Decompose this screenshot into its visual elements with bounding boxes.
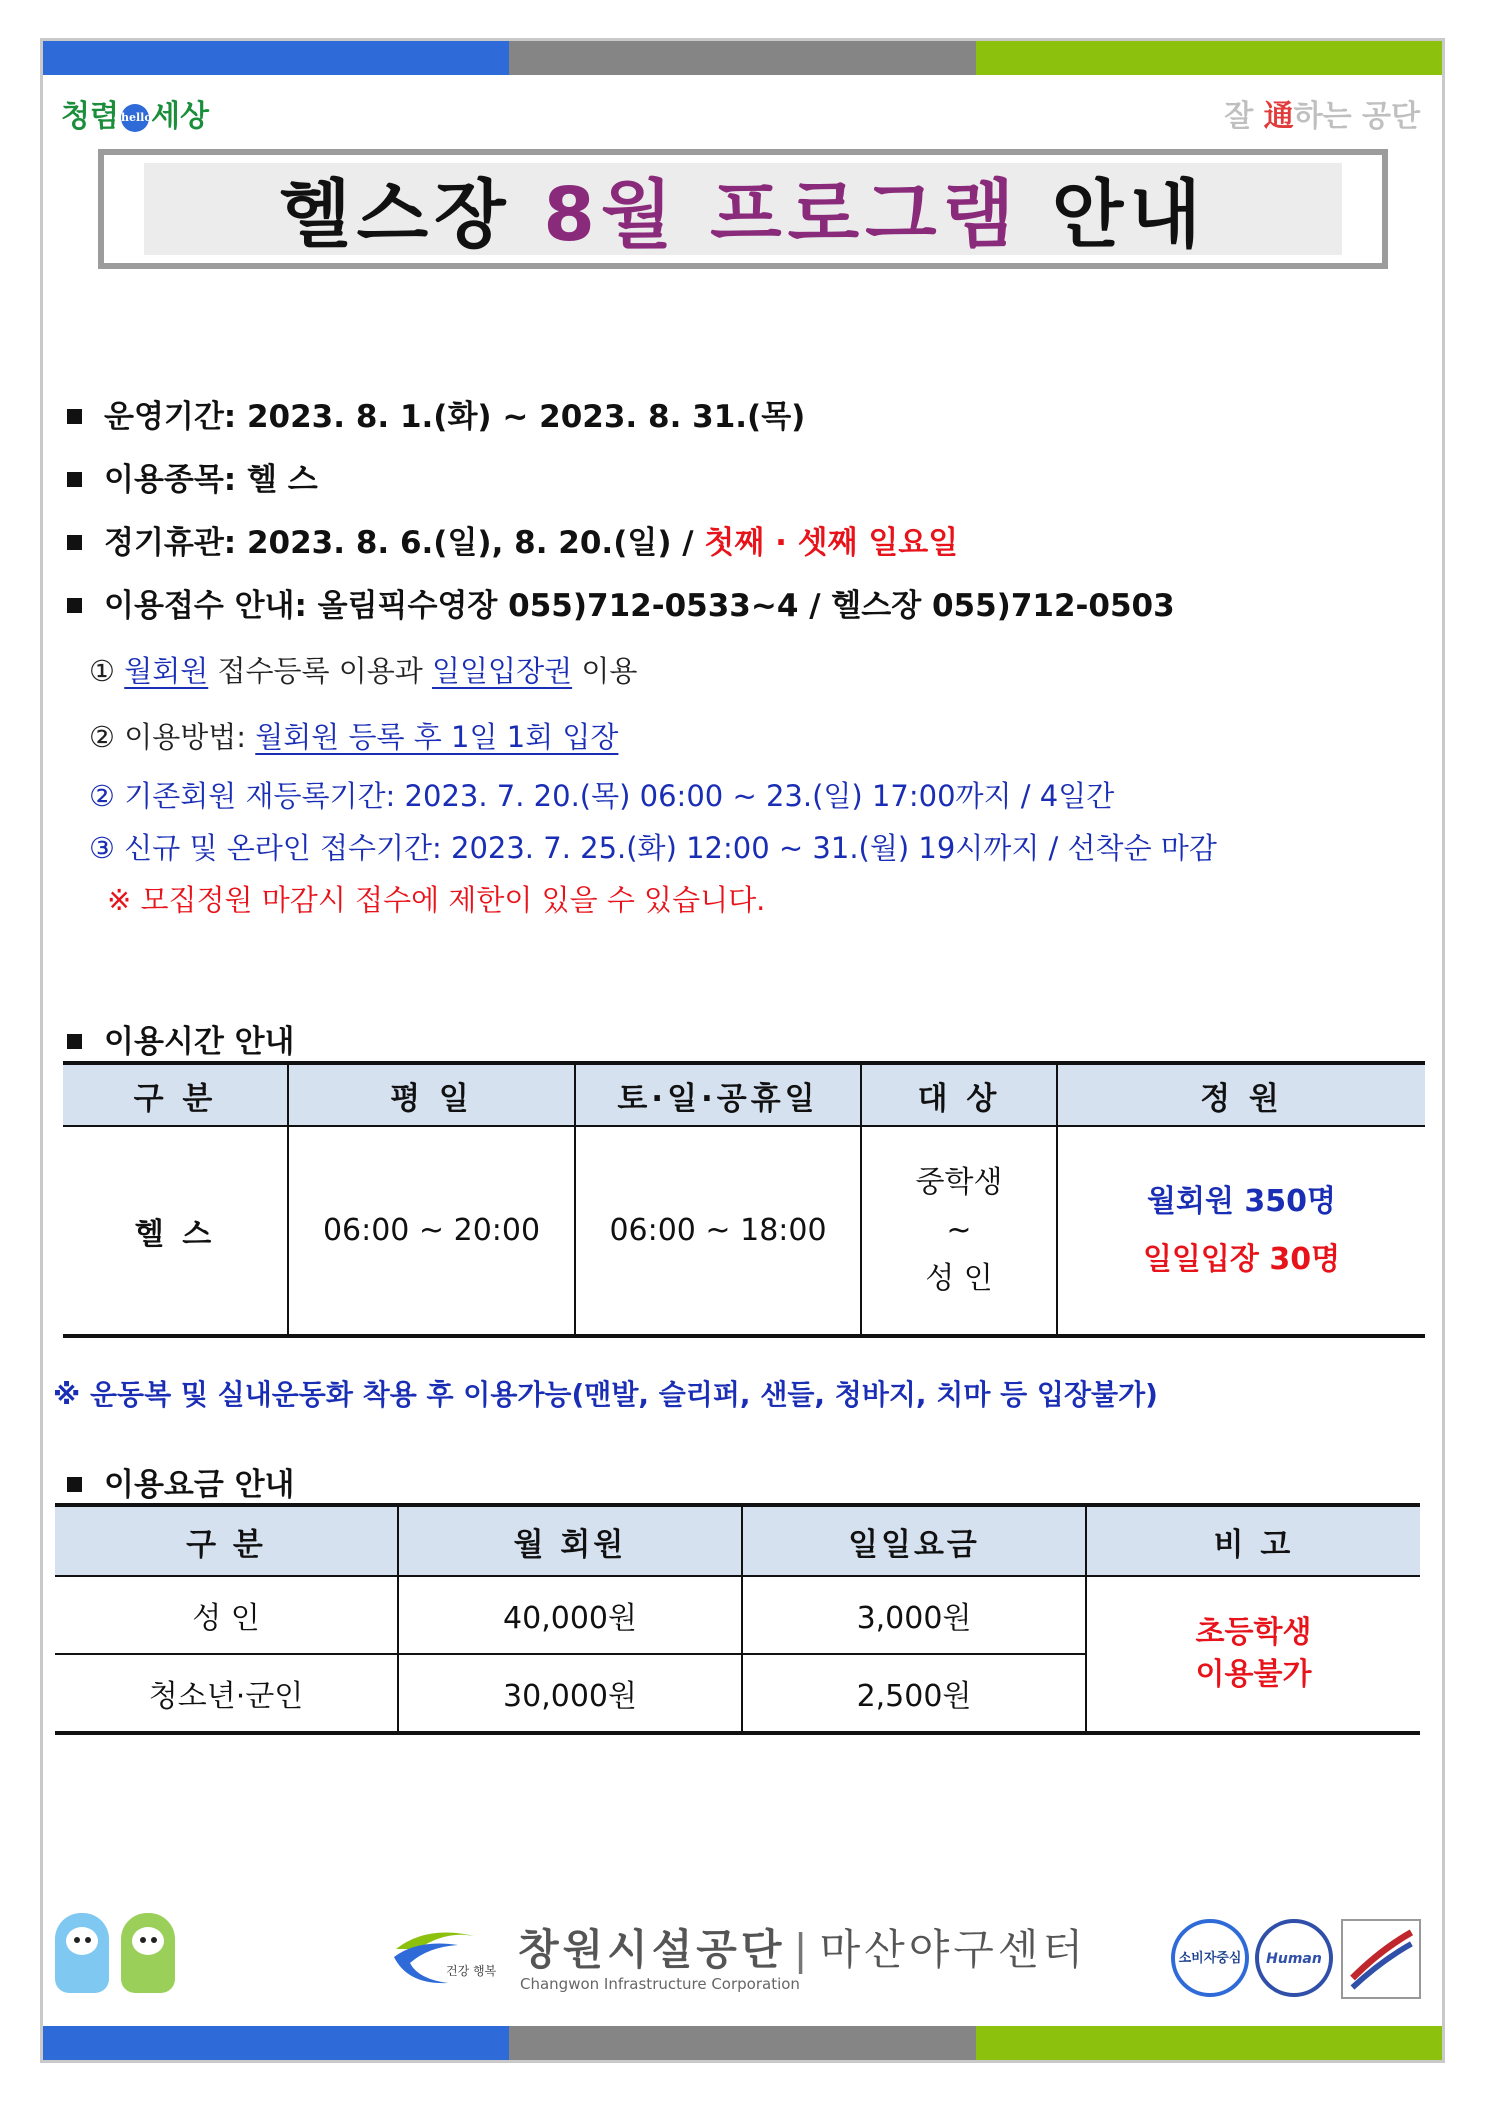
consumer-badge-icon: 소비자중심 bbox=[1171, 1919, 1249, 1997]
info-closed: 정기휴관: 2023. 8. 6.(일), 8. 20.(일) / 첫째 · 셋째 일요일 bbox=[61, 512, 1441, 575]
slogan-logo: 청렴 hello세상 bbox=[61, 99, 209, 134]
fee-daily: 3,000원 bbox=[742, 1576, 1086, 1654]
table-header: 일일요금 bbox=[742, 1505, 1086, 1576]
fee-label: 청소년·군인 bbox=[55, 1654, 398, 1733]
table-header: 대 상 bbox=[861, 1063, 1057, 1126]
bottom-color-band bbox=[43, 2026, 1442, 2060]
organization-english-name: Changwon Infrastructure Corporation bbox=[520, 1975, 800, 1993]
table-header: 구 분 bbox=[63, 1063, 288, 1126]
motto-logo: 잘 通하는 공단 bbox=[1224, 99, 1420, 134]
square-bullet-icon bbox=[67, 1477, 82, 1492]
footer bbox=[43, 1913, 1442, 2013]
info-contact: 이용접수 안내: 올림픽수영장 055)712-0533~4 / 헬스장 055)712-0503 bbox=[61, 575, 1441, 638]
info-note: ※ 모집정원 마감시 접수에 제한이 있을 수 있습니다. bbox=[107, 883, 766, 917]
square-bullet-icon bbox=[67, 472, 82, 487]
svg-text:건강 행복: 건강 행복 bbox=[446, 1964, 497, 1978]
info-period: 운영기간: 2023. 8. 1.(화) ~ 2023. 8. 31.(목) bbox=[61, 386, 1441, 449]
fees-heading: 이용요금 안내 bbox=[61, 1459, 294, 1504]
corporation-logo-icon bbox=[388, 1919, 498, 1995]
weekday-hours: 06:00 ~ 20:00 bbox=[288, 1126, 575, 1336]
hours-heading: 이용시간 안내 bbox=[61, 1016, 294, 1061]
table-header: 비 고 bbox=[1086, 1505, 1420, 1576]
organization-name: 창원시설공단 | 마산야구센터 bbox=[518, 1925, 1088, 1974]
table-header: 구 분 bbox=[55, 1505, 398, 1576]
table-header: 평 일 bbox=[288, 1063, 575, 1126]
table-header-row bbox=[55, 1505, 1420, 1576]
info-list bbox=[61, 386, 1441, 926]
table-row bbox=[55, 1576, 1420, 1654]
dress-code-note: ※ 운동복 및 실내운동화 착용 후 이용가능(맨발, 슬리퍼, 샌들, 청바지, 치마 등 입장불가) bbox=[53, 1378, 1158, 1411]
hours-table bbox=[63, 1061, 1425, 1338]
row-label: 헬 스 bbox=[63, 1126, 288, 1336]
human-rights-badge-icon: Human bbox=[1255, 1919, 1333, 1997]
fees-table bbox=[55, 1503, 1420, 1735]
square-bullet-icon bbox=[67, 1034, 82, 1049]
table-header: 토·일·공휴일 bbox=[575, 1063, 861, 1126]
page-title: 헬스장 8월 프로그램 안내 bbox=[279, 172, 1207, 258]
fee-remark: 초등학생 이용불가 bbox=[1195, 1615, 1312, 1692]
fee-daily: 2,500원 bbox=[742, 1654, 1086, 1733]
capacity-cell: 월회원 350명 일일입장 30명 bbox=[1142, 1183, 1341, 1277]
info-sub-1: ① 월회원 접수등록 이용과 일일입장권 이용 bbox=[89, 654, 638, 688]
info-sub-3: ② 기존회원 재등록기간: 2023. 7. 20.(목) 06:00 ~ 23.(일) 17:00까지 / 4일간 bbox=[89, 779, 1115, 813]
certification-badge-icon bbox=[1341, 1919, 1421, 1999]
top-color-band bbox=[43, 41, 1442, 75]
fee-monthly: 40,000원 bbox=[398, 1576, 742, 1654]
title-frame bbox=[98, 149, 1388, 269]
square-bullet-icon bbox=[67, 535, 82, 550]
mascot-blue-icon bbox=[55, 1913, 109, 1993]
mascot-green-icon bbox=[121, 1913, 175, 1993]
info-sub-2: ② 이용방법: 월회원 등록 후 1일 1회 입장 bbox=[89, 720, 619, 754]
square-bullet-icon bbox=[67, 598, 82, 613]
table-header: 월 회원 bbox=[398, 1505, 742, 1576]
hello-ring-icon: hello bbox=[121, 104, 149, 132]
square-bullet-icon bbox=[67, 409, 82, 424]
target-cell: 중학생 ~ 성 인 bbox=[861, 1126, 1057, 1336]
table-row bbox=[63, 1126, 1425, 1336]
notice-page bbox=[40, 38, 1445, 2063]
fee-label: 성 인 bbox=[55, 1576, 398, 1654]
weekend-hours: 06:00 ~ 18:00 bbox=[575, 1126, 861, 1336]
info-sub-4: ③ 신규 및 온라인 접수기간: 2023. 7. 25.(화) 12:00 ~ 31.(월) 19시까지 / 선착순 마감 bbox=[89, 831, 1217, 865]
table-header-row bbox=[63, 1063, 1425, 1126]
table-header: 정 원 bbox=[1057, 1063, 1425, 1126]
info-item: 이용종목: 헬 스 bbox=[61, 449, 1441, 512]
fee-monthly: 30,000원 bbox=[398, 1654, 742, 1733]
